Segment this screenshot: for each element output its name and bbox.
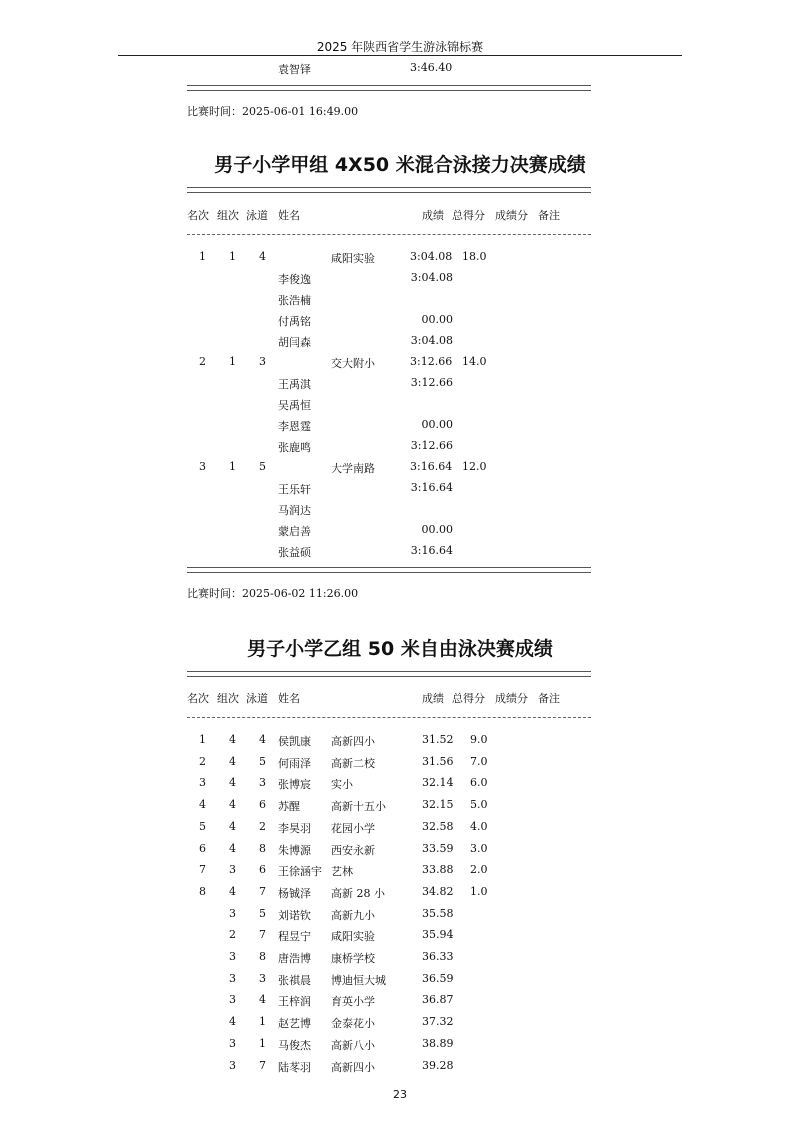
swimmer-points: 1.0	[470, 884, 488, 898]
col-lane-header: 泳道	[246, 209, 268, 222]
swimmer-name: 王梓润	[278, 995, 311, 1009]
swimmer-unit: 高新九小	[331, 908, 375, 922]
row-rank: 4	[199, 798, 206, 812]
row-lane: 3	[259, 971, 266, 985]
row-lane: 7	[259, 1058, 266, 1072]
row-group: 4	[229, 884, 236, 898]
row-rank: 6	[199, 841, 206, 855]
team-points: 18.0	[462, 250, 487, 263]
member-time: 00.00	[421, 523, 453, 536]
team-points: 14.0	[462, 355, 487, 368]
swimmer-unit: 高新十五小	[331, 800, 386, 814]
swimmer-unit: 西安永新	[331, 843, 375, 857]
row-group: 2	[229, 928, 236, 942]
col-lane-header: 泳道	[246, 692, 268, 705]
member-name: 张浩楠	[278, 294, 311, 307]
row-group: 3	[229, 863, 236, 877]
swimmer-unit: 高新四小	[331, 735, 375, 748]
row-group: 3	[229, 971, 236, 985]
col-name-header: 姓名	[278, 692, 300, 705]
header-title: 2025 年陕西省学生游泳锦标赛	[316, 40, 484, 54]
member-time: 00.00	[421, 313, 453, 326]
col-total-points-header: 总得分	[452, 209, 485, 222]
row-lane: 4	[259, 733, 266, 746]
col-time-header: 成绩	[422, 692, 444, 705]
team-points: 12.0	[462, 460, 487, 473]
row-group: 4	[229, 798, 236, 812]
row-group: 3	[229, 1058, 236, 1072]
swimmer-name: 张祺晨	[278, 973, 311, 987]
row-group: 4	[229, 754, 236, 768]
col-rank-header: 名次	[187, 692, 209, 705]
swimmer-points: 4.0	[470, 819, 488, 833]
row-group: 3	[229, 993, 236, 1007]
team-group: 1	[229, 460, 236, 473]
swimmer-name: 赵艺博	[278, 1017, 311, 1031]
swimmer-unit: 高新二校	[331, 756, 375, 770]
swimmer-unit: 高新八小	[331, 1038, 375, 1052]
row-rank: 8	[199, 884, 206, 898]
swimmer-unit: 康桥学校	[331, 952, 375, 965]
swimmer-time: 32.14	[422, 776, 454, 790]
swimmer-time: 32.15	[422, 798, 454, 812]
team-rank: 1	[199, 250, 206, 263]
col-remarks-header: 备注	[538, 692, 560, 705]
swimmer-time: 33.59	[422, 841, 454, 855]
swimmer-unit: 高新 28 小	[331, 886, 385, 900]
swimmer-name: 唐浩博	[278, 952, 311, 965]
row-lane: 7	[259, 884, 266, 898]
team-time: 3:12.66	[410, 355, 453, 368]
col-score-points-header: 成绩分	[495, 692, 528, 705]
member-time: 3:12.66	[410, 439, 453, 452]
team-lane: 4	[259, 250, 266, 263]
row-lane: 6	[259, 863, 266, 877]
row-rank: 1	[199, 733, 206, 746]
result-time: 3:46.40	[410, 61, 453, 74]
double-rule	[187, 85, 591, 91]
swimmer-unit: 花园小学	[331, 821, 375, 835]
swimmer-time: 36.59	[422, 971, 454, 985]
swimmer-unit: 金泰花小	[331, 1017, 375, 1031]
team-rank: 2	[199, 355, 206, 368]
swimmer-name: 侯凯康	[278, 735, 311, 748]
swimmer-time: 33.88	[422, 863, 454, 877]
row-lane: 4	[259, 993, 266, 1007]
swimmer-unit: 艺林	[331, 865, 353, 879]
section-title: 男子小学甲组 4X50 米混合泳接力决赛成绩	[214, 154, 586, 176]
swimmer-name: 王徐涵宇	[278, 865, 322, 879]
result-name: 袁智铎	[278, 63, 311, 76]
col-rank-header: 名次	[187, 209, 209, 222]
team-lane: 3	[259, 355, 266, 368]
row-rank: 7	[199, 863, 206, 877]
swimmer-points: 5.0	[470, 798, 488, 812]
team-time: 3:04.08	[410, 250, 453, 263]
swimmer-name: 杨铖泽	[278, 886, 311, 900]
swimmer-name: 刘诺钦	[278, 908, 311, 922]
row-lane: 2	[259, 819, 266, 833]
double-rule	[187, 187, 591, 193]
member-time: 3:12.66	[410, 376, 453, 389]
row-lane: 3	[259, 776, 266, 790]
dashed-rule	[187, 717, 591, 718]
row-lane: 8	[259, 841, 266, 855]
swimmer-name: 张博宸	[278, 778, 311, 792]
swimmer-time: 31.52	[422, 733, 454, 746]
row-lane: 8	[259, 950, 266, 963]
row-lane: 7	[259, 928, 266, 942]
member-name: 胡闫森	[278, 336, 311, 349]
swimmer-name: 程昱宁	[278, 930, 311, 944]
col-remarks-header: 备注	[538, 209, 560, 222]
member-time: 3:16.64	[410, 481, 453, 494]
swimmer-time: 39.28	[422, 1058, 454, 1072]
swimmer-time: 37.32	[422, 1015, 454, 1029]
member-name: 王乐轩	[278, 483, 311, 496]
double-rule	[187, 671, 591, 677]
member-name: 张鹿鸣	[278, 441, 311, 454]
row-group: 4	[229, 733, 236, 746]
swimmer-unit: 高新四小	[331, 1060, 375, 1074]
member-time: 3:04.08	[410, 334, 453, 347]
team-lane: 5	[259, 460, 266, 473]
page-number: 23	[393, 1088, 407, 1101]
member-name: 马润达	[278, 504, 311, 517]
swimmer-points: 9.0	[470, 733, 488, 746]
row-lane: 5	[259, 906, 266, 920]
swimmer-unit: 博迪恒大城	[331, 973, 386, 987]
swimmer-time: 38.89	[422, 1036, 454, 1050]
row-lane: 1	[259, 1036, 266, 1050]
col-total-points-header: 总得分	[452, 692, 485, 705]
dashed-rule	[187, 234, 591, 235]
swimmer-points: 7.0	[470, 754, 488, 768]
swimmer-unit: 咸阳实验	[331, 930, 375, 944]
row-lane: 5	[259, 754, 266, 768]
member-name: 张益硕	[278, 546, 311, 559]
member-time: 3:04.08	[410, 271, 453, 284]
section-title: 男子小学乙组 50 米自由泳决赛成绩	[247, 638, 553, 660]
swimmer-time: 36.33	[422, 950, 454, 963]
member-name: 李俊逸	[278, 273, 311, 286]
row-rank: 5	[199, 819, 206, 833]
row-group: 3	[229, 906, 236, 920]
swimmer-time: 35.94	[422, 928, 454, 942]
col-name-header: 姓名	[278, 209, 300, 222]
team-name: 咸阳实验	[331, 252, 375, 265]
row-lane: 1	[259, 1015, 266, 1029]
row-group: 3	[229, 1036, 236, 1050]
race-time: 比赛时间：2025-06-01 16:49.00	[187, 105, 359, 118]
member-time: 00.00	[421, 418, 453, 431]
team-group: 1	[229, 250, 236, 263]
row-group: 4	[229, 841, 236, 855]
swimmer-name: 马俊杰	[278, 1038, 311, 1052]
swimmer-name: 何雨泽	[278, 756, 311, 770]
member-name: 蒙启善	[278, 525, 311, 538]
col-score-points-header: 成绩分	[495, 209, 528, 222]
swimmer-name: 李昊羽	[278, 821, 311, 835]
race-time: 比赛时间：2025-06-02 11:26.00	[187, 587, 359, 600]
row-group: 4	[229, 819, 236, 833]
team-name: 大学南路	[331, 462, 375, 475]
row-rank: 3	[199, 776, 206, 790]
row-lane: 6	[259, 798, 266, 812]
member-name: 付禹铭	[278, 315, 311, 328]
swimmer-time: 36.87	[422, 993, 454, 1007]
col-group-header: 组次	[217, 692, 239, 705]
header-rule	[118, 55, 682, 56]
swimmer-name: 苏醒	[278, 800, 300, 814]
team-name: 交大附小	[331, 357, 375, 370]
swimmer-time: 34.82	[422, 884, 454, 898]
member-name: 王禹淇	[278, 378, 311, 391]
swimmer-name: 朱博源	[278, 843, 311, 857]
swimmer-time: 32.58	[422, 819, 454, 833]
swimmer-points: 3.0	[470, 841, 488, 855]
member-name: 李恩霆	[278, 420, 311, 433]
row-group: 3	[229, 950, 236, 963]
swimmer-unit: 实小	[331, 778, 353, 792]
team-group: 1	[229, 355, 236, 368]
member-time: 3:16.64	[410, 544, 453, 557]
team-time: 3:16.64	[410, 460, 453, 473]
swimmer-unit: 育英小学	[331, 995, 375, 1009]
swimmer-name: 陆苳羽	[278, 1060, 311, 1074]
row-rank: 2	[199, 754, 206, 768]
col-group-header: 组次	[217, 209, 239, 222]
swimmer-points: 2.0	[470, 863, 488, 877]
swimmer-time: 35.58	[422, 906, 454, 920]
swimmer-time: 31.56	[422, 754, 454, 768]
col-time-header: 成绩	[422, 209, 444, 222]
row-group: 4	[229, 776, 236, 790]
member-name: 吴禹恒	[278, 399, 311, 412]
row-group: 4	[229, 1015, 236, 1029]
double-rule	[187, 567, 591, 573]
team-rank: 3	[199, 460, 206, 473]
swimmer-points: 6.0	[470, 776, 488, 790]
